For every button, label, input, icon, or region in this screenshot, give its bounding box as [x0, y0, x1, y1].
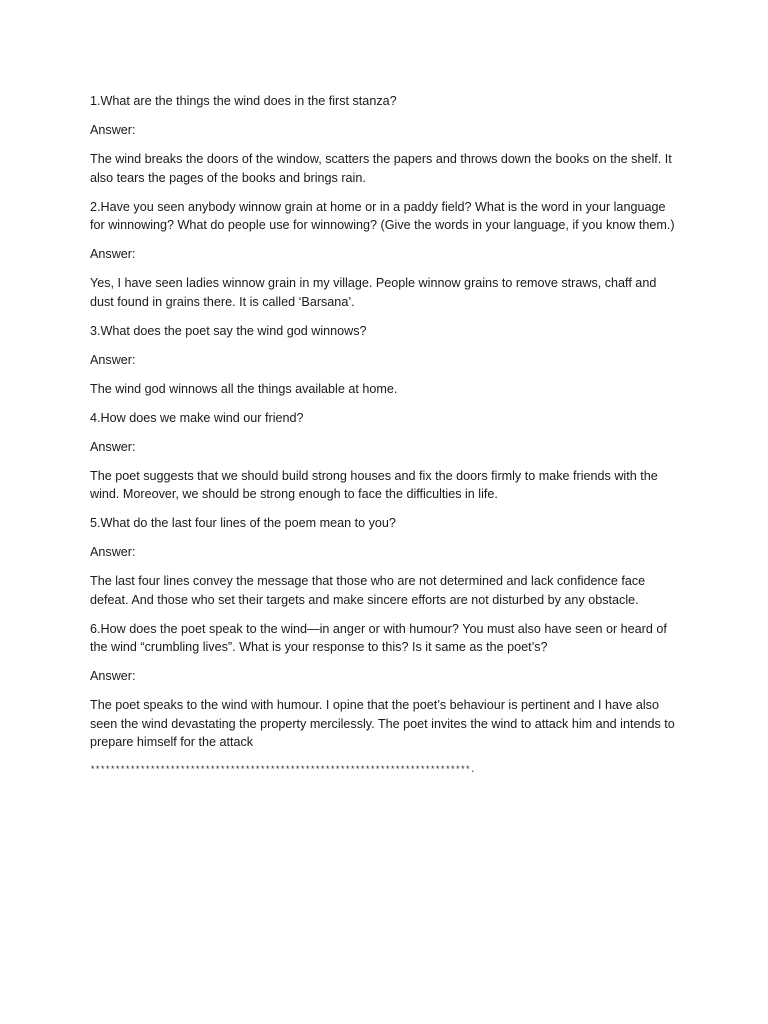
- answer-3: The wind god winnows all the things available at home.: [90, 381, 398, 396]
- answer-label-3: Answer:: [90, 352, 136, 367]
- question-1: 1.What are the things the wind does in the first stanza?: [90, 94, 397, 108]
- answer-label-5: Answer:: [90, 545, 136, 560]
- answer-6: The poet speaks to the wind with humour. I opine that the poet’s behaviour is pertinent and I have also seen the wind devastating the property mercilessly. The poet invites the wind to attack him and intends to prepare himself for the attack: [90, 698, 675, 750]
- answer-5: The last four lines convey the message that those who are not determined and lack confidence face defeat. And those who set their targets and make sincere efforts are not disturbed by any obstacle.: [90, 574, 646, 607]
- question-2: 2.Have you seen anybody winnow grain at home or in a paddy field? What is the word in your language for winnowing? What do people use for winnowing? (Give the words in your language, if you know them.): [90, 199, 675, 233]
- answer-label-6: Answer:: [90, 669, 136, 684]
- answer-label-2: Answer:: [90, 247, 136, 262]
- question-6: 6.How does the poet speak to the wind—in anger or with humour? You must also have seen or heard of the wind “crumbling lives”. What is your response to this? Is it same as the poet’s?: [90, 621, 667, 655]
- separator-line: ****************************************************************************.: [90, 765, 476, 776]
- question-5: 5.What do the last four lines of the poem mean to you?: [90, 516, 396, 531]
- answer-2: Yes, I have seen ladies winnow grain in my village. People winnow grains to remove straws, chaff and dust found in grains there. It is called ‘Barsana’.: [90, 276, 657, 309]
- question-3: 3.What does the poet say the wind god winnows?: [90, 323, 367, 338]
- document-body: [90, 92, 682, 778]
- answer-4: The poet suggests that we should build strong houses and fix the doors firmly to make friends with the wind. Moreover, we should be strong enough to face the difficulties in life.: [90, 468, 658, 502]
- question-4: 4.How does we make wind our friend?: [90, 410, 304, 425]
- answer-label-1: Answer:: [90, 122, 136, 137]
- answer-label-4: Answer:: [90, 439, 136, 454]
- answer-1: The wind breaks the doors of the window, scatters the papers and throws down the books on the shelf. It also tears the pages of the books and brings rain.: [90, 151, 672, 185]
